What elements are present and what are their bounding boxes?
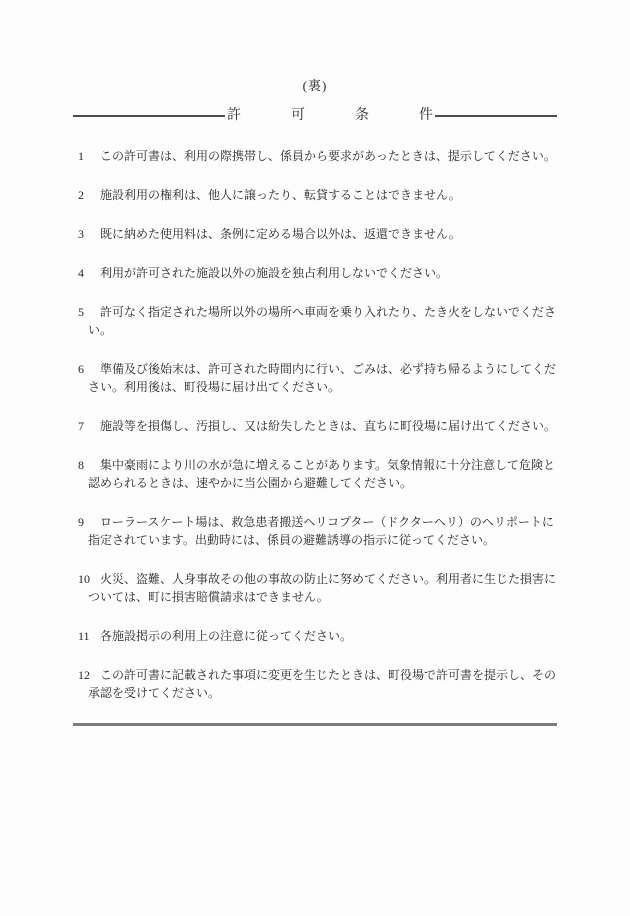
condition-number: 9 (78, 515, 84, 529)
conditions-list (73, 147, 557, 702)
condition-number: 11 (78, 629, 90, 643)
condition-item-4 (78, 264, 557, 282)
page-title (225, 107, 435, 125)
heading-row (73, 107, 557, 125)
condition-text: 施設等を損傷し、汚損し、又は紛失したときは、直ちに町役場に届け出てください。 (100, 419, 557, 433)
heading-rule-right (435, 115, 557, 117)
condition-number: 1 (78, 149, 84, 163)
condition-item-8 (78, 456, 557, 492)
condition-text: ローラースケート場は、救急患者搬送ヘリコプター（ドクターヘリ）のヘリポートに指定されています。出動時には、係員の避難誘導の指示に従ってください。 (88, 515, 554, 547)
condition-text: この許可書に記載された事項に変更を生じたときは、町役場で許可書を提示し、その承認を受けてください。 (88, 668, 557, 700)
condition-number: 12 (78, 668, 90, 682)
condition-item-10 (78, 570, 557, 606)
condition-text: この許可書は、利用の際携帯し、係員から要求があったときは、提示してください。 (100, 149, 556, 163)
condition-text: 利用が許可された施設以外の施設を独占利用しないでください。 (100, 266, 449, 280)
title-char-3: 条 (355, 108, 369, 123)
condition-number: 3 (78, 227, 84, 241)
condition-number: 6 (78, 362, 84, 376)
condition-text: 施設利用の権利は、他人に譲ったり、転貸することはできません。 (100, 188, 461, 202)
condition-number: 10 (78, 572, 90, 586)
title-char-2: 可 (291, 108, 305, 123)
condition-text: 許可なく指定された場所以外の場所へ車両を乗り入れたり、たき火をしないでください。 (88, 305, 557, 337)
bottom-rule (73, 723, 557, 726)
condition-item-2 (78, 186, 557, 204)
condition-item-9 (78, 513, 557, 549)
condition-text: 各施設掲示の利用上の注意に従ってください。 (100, 629, 353, 643)
condition-text: 既に納めた使用料は、条例に定める場合以外は、返還できません。 (100, 227, 461, 241)
title-char-1: 許 (227, 108, 241, 123)
condition-text: 火災、盗難、人身事故その他の事故の防止に努めてください。利用者に生じた損害については、町に損害賠償請求はできません。 (88, 572, 557, 604)
condition-number: 7 (78, 419, 84, 433)
condition-text: 集中豪雨により川の水が急に増えることがあります。気象情報に十分注意して危険と認められるときは、速やかに当公園から避難してください。 (88, 458, 556, 490)
condition-item-1 (78, 147, 557, 165)
title-char-4: 件 (419, 108, 433, 123)
condition-number: 2 (78, 188, 84, 202)
page-side-label: (裏) (302, 78, 328, 93)
heading-rule-left (73, 115, 225, 117)
condition-number: 4 (78, 266, 84, 280)
condition-item-5 (78, 303, 557, 339)
condition-number: 8 (78, 458, 84, 472)
condition-item-3 (78, 225, 557, 243)
condition-item-11 (78, 627, 557, 645)
condition-item-7 (78, 417, 557, 435)
condition-item-6 (78, 360, 557, 396)
condition-text: 準備及び後始末は、許可された時間内に行い、ごみは、必ず持ち帰るようにしてください。利用後は、町役場に届け出てください。 (88, 362, 557, 394)
condition-item-12 (78, 666, 557, 702)
condition-number: 5 (78, 305, 84, 319)
